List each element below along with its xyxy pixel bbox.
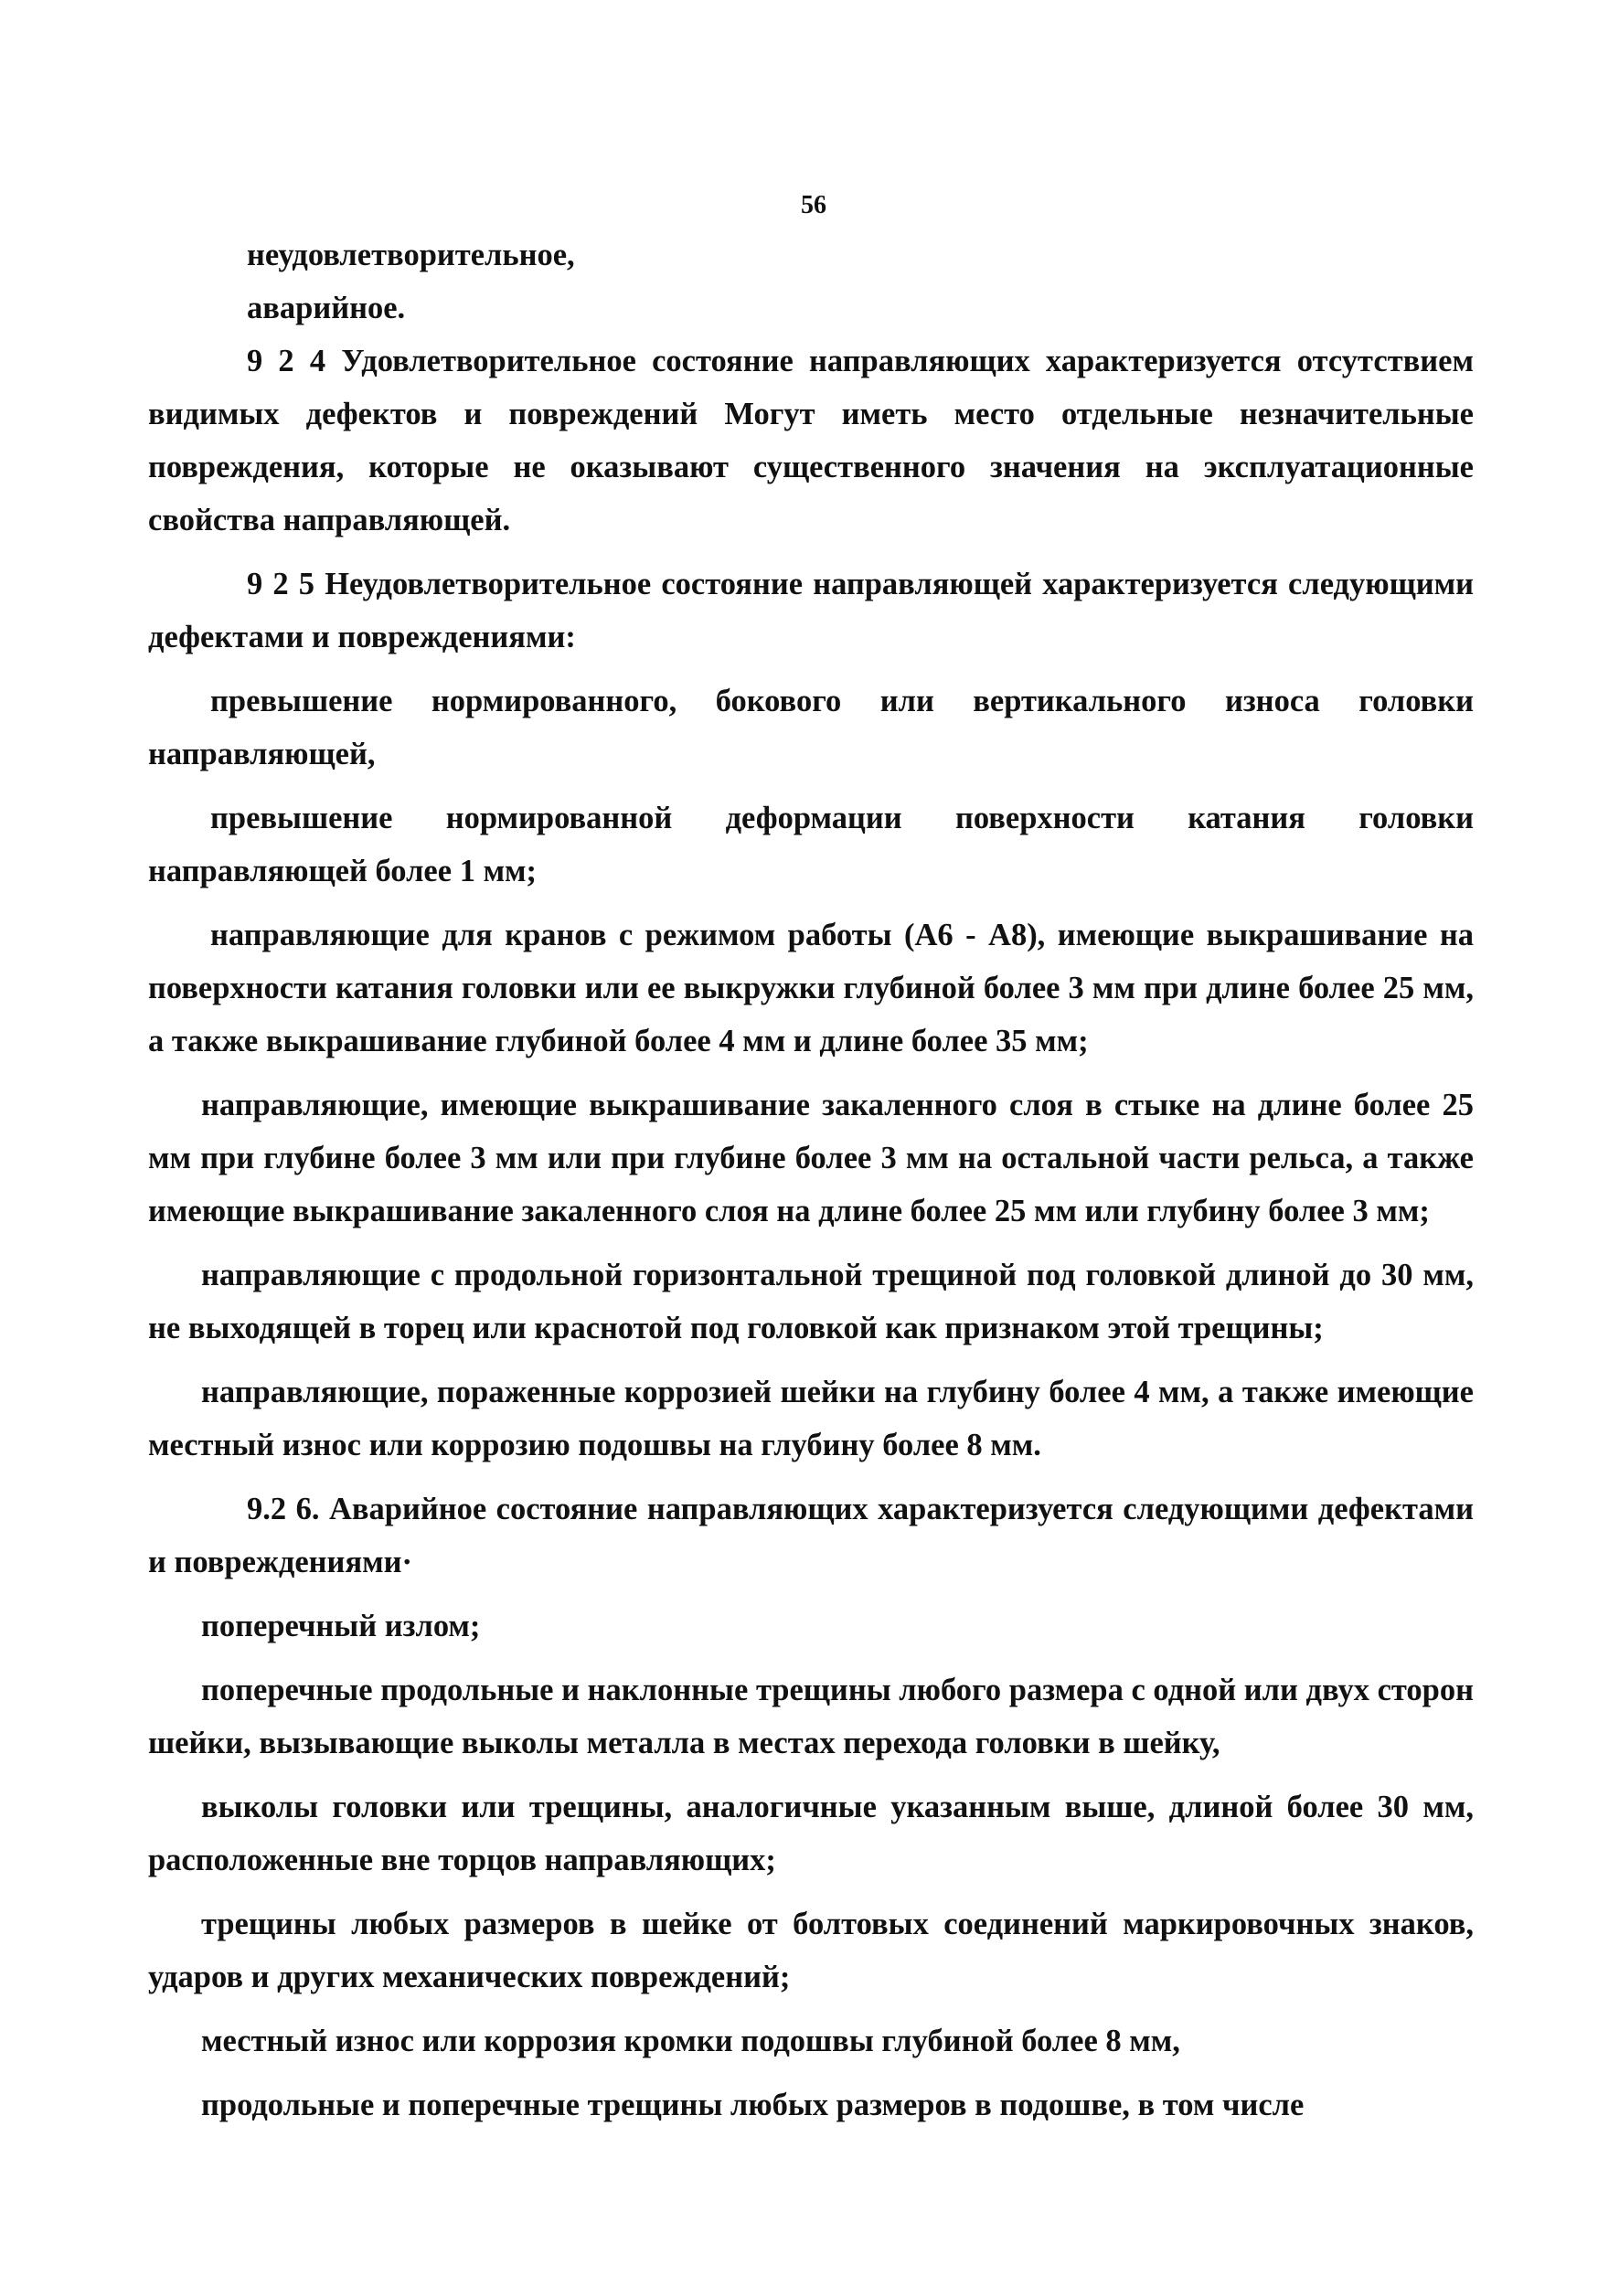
list-item-deformation-excess: превышение нормированной деформации поверхности катания головки направляющей более 1 мм; xyxy=(148,801,1474,888)
list-item-base-cracks: продольные и поперечные трещины любых размеров в подошве, в том числе xyxy=(201,2088,1305,2122)
list-item-web-corrosion: направляющие, пораженные коррозией шейки на глубину более 4 мм, а также имеющие местный износ или коррозию подошвы на глубину более 8 мм. xyxy=(148,1375,1474,1462)
list-item-bolt-cracks: трещины любых размеров в шейке от болтовых соединений маркировочных знаков, ударов и других механических повреждений; xyxy=(148,1907,1474,1994)
list-item-base-edge-wear: местный износ или коррозия кромки подошвы глубиной более 8 мм, xyxy=(201,2024,1180,2058)
paragraph-9-2-6: 9.2 6. Аварийное состояние направляющих характеризуется следующими дефектами и повреждениями· xyxy=(148,1492,1474,1579)
list-item-crane-spalling: направляющие для кранов с режимом работы (А6 - А8), имеющие выкрашивание на поверхности катания головки или ее выкружки глубиной более 3 мм при длине более 25 мм, а также выкрашивание глубиной более 4 мм и длине более 35 мм; xyxy=(148,918,1474,1058)
list-item-horizontal-crack: направляющие с продольной горизонтальной трещиной под головкой длиной до 30 мм, не выходящей в торец или краснотой под головкой как признаком этой трещины; xyxy=(148,1258,1474,1345)
page-number: 56 xyxy=(801,191,826,219)
list-item-web-cracks: поперечные продольные и наклонные трещины любого размера с одной или двух сторон шейки, вызывающие выколы металла в местах перехода головки в шейку, xyxy=(148,1673,1474,1760)
paragraph-9-2-5: 9 2 5 Неудовлетворительное состояние направляющей характеризуется следующими дефектами и повреждениями: xyxy=(148,567,1474,654)
list-item-wear-excess: превышение нормированного, бокового или вертикального износа головки направляющей, xyxy=(148,684,1474,771)
list-item-transverse-fracture: поперечный излом; xyxy=(201,1609,481,1643)
paragraph-status-emergency: аварийное. xyxy=(247,291,406,325)
list-item-hardened-layer-spalling: направляющие, имеющие выкрашивание закаленного слоя в стыке на длине более 25 мм при глубине более 3 мм или при глубине более 3 мм на остальной части рельса, а также имеющие выкрашивание закаленного слоя на длине более 25 мм или глубину более 3 мм; xyxy=(148,1088,1474,1228)
paragraph-9-2-4: 9 2 4 Удовлетворительное состояние направляющих характеризуется отсутствием видимых дефектов и повреждений Могут иметь место отдельные незначительные повреждения, которые не оказывают существенного значения на эксплуатационные свойства направляющей. xyxy=(148,344,1474,537)
document-body xyxy=(148,229,1474,2131)
list-item-head-breakouts: выколы головки или трещины, аналогичные указанным выше, длиной более 30 мм, расположенные вне торцов направляющих; xyxy=(148,1790,1474,1877)
paragraph-status-unsatisfactory: неудовлетворительное, xyxy=(247,238,575,272)
